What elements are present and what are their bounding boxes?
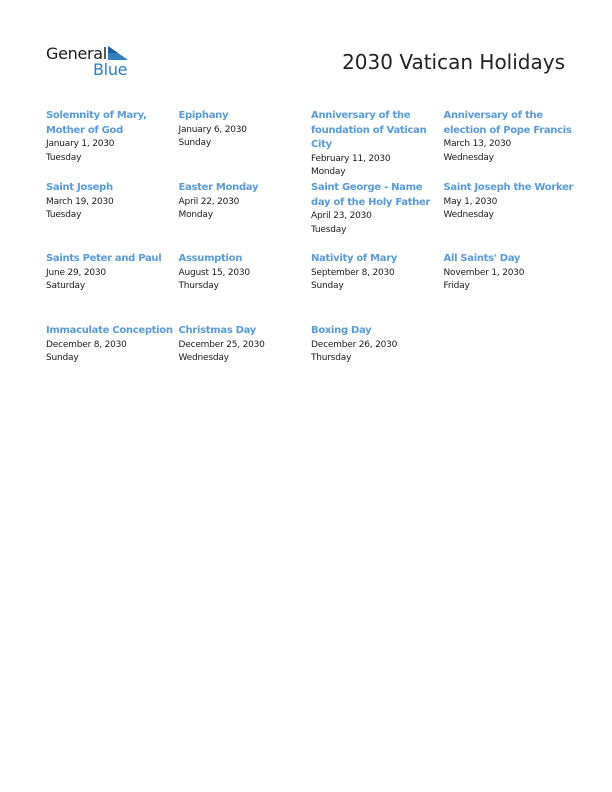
holiday-item	[46, 324, 179, 395]
holiday-weekday: Saturday	[46, 281, 85, 291]
holiday-item	[179, 109, 312, 181]
holiday-row	[46, 181, 576, 252]
holiday-date: January 1, 2030	[46, 139, 115, 149]
holiday-item	[311, 252, 444, 324]
holiday-row	[46, 324, 576, 395]
holiday-item	[444, 109, 577, 181]
holiday-weekday: Wednesday	[178, 353, 229, 363]
page-title: 2030 Vatican Holidays	[342, 50, 565, 74]
holiday-name: Boxing Day	[311, 325, 372, 336]
holiday-row	[46, 252, 576, 324]
holiday-weekday: Tuesday	[46, 152, 82, 163]
holiday-date: December 25, 2030	[178, 339, 265, 350]
holiday-item	[444, 252, 577, 324]
holiday-item	[179, 181, 312, 252]
holiday-name: Nativity of Mary	[311, 253, 398, 264]
holiday-weekday: Friday	[443, 281, 470, 291]
holiday-weekday: Sunday	[311, 281, 344, 291]
logo-text-general: General	[46, 44, 107, 63]
holiday-grid	[46, 109, 576, 395]
holiday-name: Epiphany	[178, 110, 229, 121]
holiday-item	[311, 324, 444, 395]
holiday-name: Saint George - Name day of the Holy Father	[311, 182, 431, 208]
holiday-date: March 13, 2030	[443, 139, 512, 149]
holiday-item	[46, 109, 179, 181]
holiday-date: January 6, 2030	[178, 124, 247, 135]
holiday-row	[46, 109, 576, 181]
holiday-item	[311, 181, 444, 252]
holiday-item	[444, 181, 577, 252]
holiday-weekday: Tuesday	[46, 210, 82, 220]
holiday-date: April 23, 2030	[311, 211, 372, 221]
holiday-item	[311, 109, 444, 181]
holiday-weekday: Wednesday	[443, 210, 494, 220]
holiday-date: April 22, 2030	[178, 196, 240, 207]
holiday-name: All Saints' Day	[443, 253, 521, 264]
holiday-item	[179, 324, 312, 395]
holiday-date: November 1, 2030	[443, 267, 525, 278]
holiday-weekday: Thursday	[311, 353, 352, 363]
holiday-date: June 29, 2030	[46, 267, 106, 278]
holiday-weekday: Wednesday	[443, 152, 494, 163]
holiday-item	[46, 181, 179, 252]
holiday-name: Anniversary of the foundation of Vatican City	[311, 110, 427, 150]
holiday-name: Easter Monday	[178, 182, 259, 193]
holiday-date: May 1, 2030	[443, 196, 498, 207]
holiday-weekday: Monday	[178, 210, 213, 220]
generalblue-logo	[46, 44, 136, 80]
holiday-date: December 26, 2030	[311, 339, 398, 350]
holiday-name: Saint Joseph the Worker	[443, 182, 574, 193]
holiday-weekday: Sunday	[178, 138, 211, 148]
holiday-name: Anniversary of the election of Pope Francis	[443, 110, 572, 136]
holiday-item	[179, 252, 312, 324]
holiday-date: December 8, 2030	[46, 339, 127, 350]
holiday-weekday: Thursday	[178, 281, 219, 291]
holiday-name: Saints Peter and Paul	[46, 253, 162, 264]
holiday-weekday: Sunday	[46, 353, 79, 363]
holiday-name: Christmas Day	[178, 325, 257, 336]
holiday-date: March 19, 2030	[46, 196, 114, 207]
holiday-name: Solemnity of Mary, Mother of God	[46, 110, 147, 136]
holiday-weekday: Tuesday	[311, 224, 347, 235]
holiday-item	[46, 252, 179, 324]
logo-text-blue: Blue	[93, 60, 128, 79]
holiday-date: February 11, 2030	[311, 153, 391, 164]
holiday-weekday: Monday	[311, 167, 346, 177]
holiday-date: August 15, 2030	[178, 267, 250, 278]
holiday-name: Saint Joseph	[46, 182, 113, 193]
holiday-name: Assumption	[178, 253, 243, 264]
holiday-date: September 8, 2030	[311, 267, 395, 278]
holiday-name: Immaculate Conception	[46, 325, 173, 336]
